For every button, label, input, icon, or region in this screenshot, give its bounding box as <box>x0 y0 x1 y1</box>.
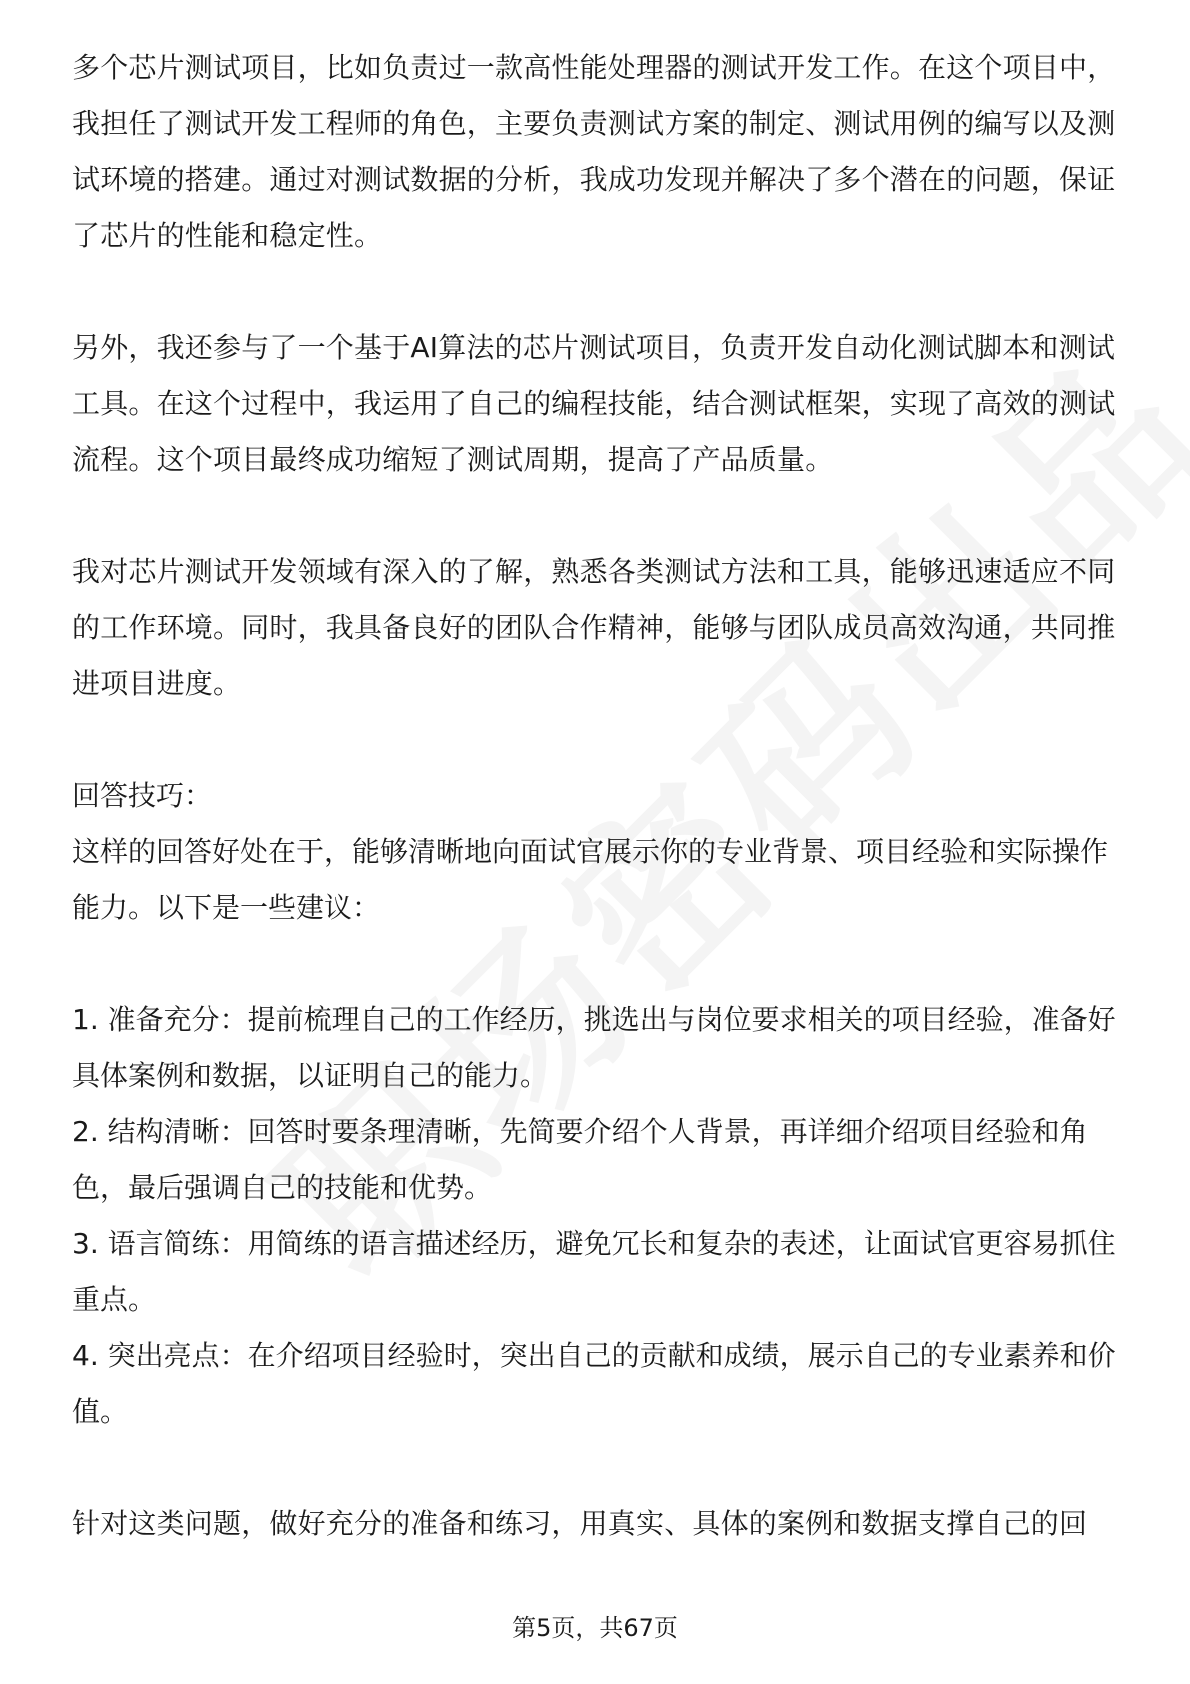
tips-list <box>72 992 1118 1440</box>
paragraph-3: 我对芯片测试开发领域有深入的了解，熟悉各类测试方法和工具，能够迅速适应不同的工作环境。同时，我具备良好的团队合作精神，能够与团队成员高效沟通，共同推进项目进度。 <box>72 555 1116 700</box>
document-body <box>72 40 1118 1552</box>
tip-item: 4. 突出亮点：在介绍项目经验时，突出自己的贡献和成绩，展示自己的专业素养和价值。 <box>72 1339 1116 1428</box>
paragraph-1: 多个芯片测试项目，比如负责过一款高性能处理器的测试开发工作。在这个项目中，我担任了测试开发工程师的角色，主要负责测试方案的制定、测试用例的编写以及测试环境的搭建。通过对测试数据的分析，我成功发现并解决了多个潜在的问题，保证了芯片的性能和稳定性。 <box>72 51 1116 252</box>
tip-item: 3. 语言简练：用简练的语言描述经历，避免冗长和复杂的表述，让面试官更容易抓住重点。 <box>72 1227 1116 1316</box>
tips-intro: 这样的回答好处在于，能够清晰地向面试官展示你的专业背景、项目经验和实际操作能力。以下是一些建议： <box>72 835 1109 924</box>
closing-paragraph: 针对这类问题，做好充分的准备和练习，用真实、具体的案例和数据支撑自己的回 <box>72 1507 1088 1540</box>
paragraph-2: 另外，我还参与了一个基于AI算法的芯片测试项目，负责开发自动化测试脚本和测试工具。在这个过程中，我运用了自己的编程技能，结合测试框架，实现了高效的测试流程。这个项目最终成功缩短了测试周期，提高了产品质量。 <box>72 331 1116 476</box>
tip-item: 2. 结构清晰：回答时要条理清晰，先简要介绍个人背景，再详细介绍项目经验和角色，最后强调自己的技能和优势。 <box>72 1115 1088 1204</box>
tips-heading: 回答技巧： <box>72 779 213 812</box>
tip-item: 1. 准备充分：提前梳理自己的工作经历，挑选出与岗位要求相关的项目经验，准备好具体案例和数据，以证明自己的能力。 <box>72 1003 1116 1092</box>
page-footer: 第5页，共67页 <box>512 1614 678 1642</box>
